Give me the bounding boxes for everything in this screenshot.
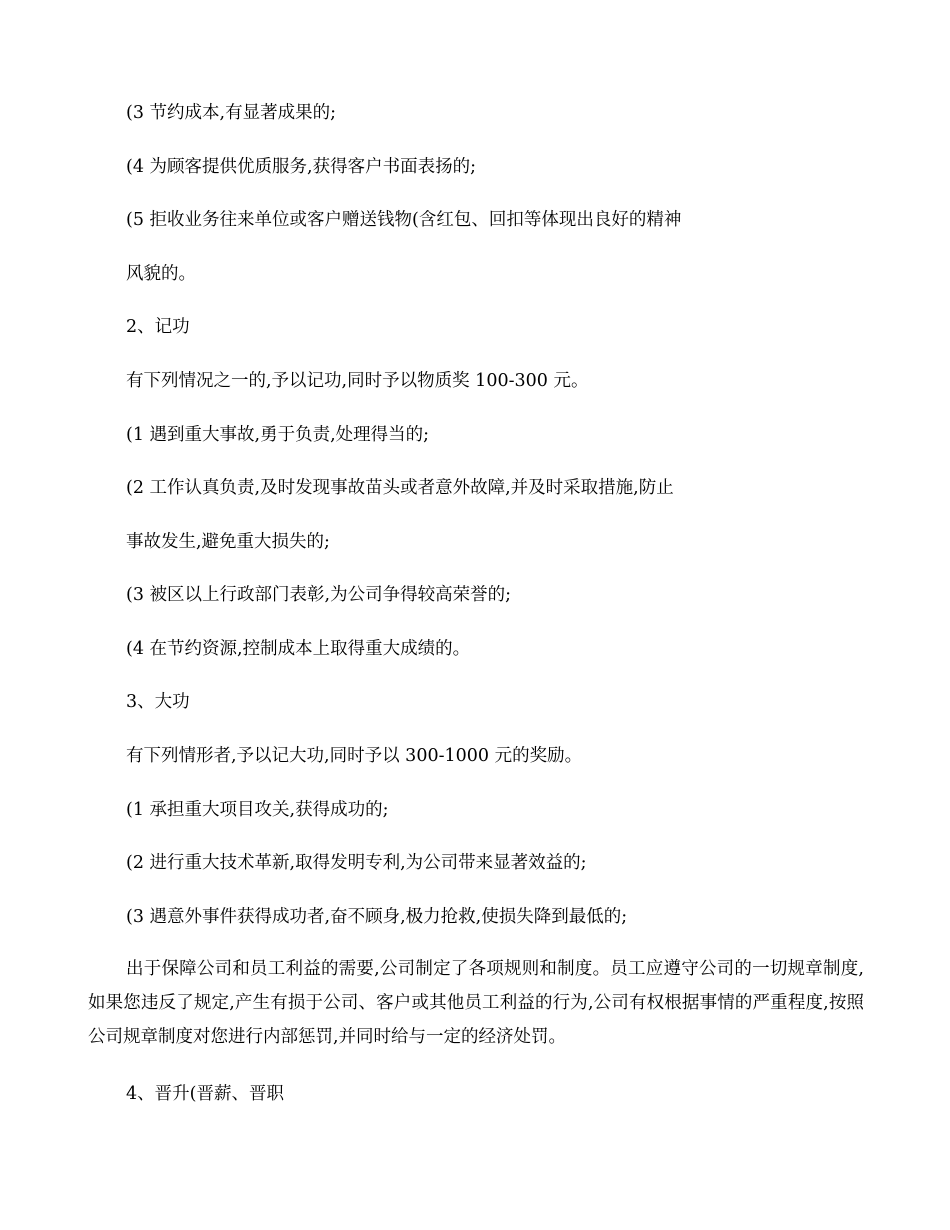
text-line: (1 承担重大项目攻关,获得成功的; [126,800,389,820]
text-line: (3 遇意外事件获得成功者,奋不顾身,极力抢救,使损失降到最低的; [126,907,628,927]
text-line: 有下列情况之一的,予以记功,同时予以物质奖 100-300 元。 [126,371,589,391]
text-line: (4 为顾客提供优质服务,获得客户书面表扬的; [126,157,476,177]
text-line: (2 进行重大技术革新,取得发明专利,为公司带来显著效益的; [126,853,587,873]
text-line: 风貌的。 [126,264,196,284]
section-heading: 2、记功 [126,317,190,337]
text-line: (3 节约成本,有显著成果的; [126,103,336,123]
text-line: (2 工作认真负责,及时发现事故苗头或者意外故障,并及时采取措施,防止 [126,478,674,498]
text-line: (1 遇到重大事故,勇于负责,处理得当的; [126,425,430,445]
text-line: (5 拒收业务往来单位或客户赠送钱物(含红包、回扣等体现出良好的精神 [126,210,682,230]
text-line: 有下列情形者,予以记大功,同时予以 300-1000 元的奖励。 [126,746,583,766]
text-line: (3 被区以上行政部门表彰,为公司争得较高荣誉的; [126,585,511,605]
section-heading: 3、大功 [126,692,190,712]
text-line: 事故发生,避免重大损失的; [126,532,330,552]
section-heading: 4、晋升(晋薪、晋职 [126,1084,284,1104]
body-paragraph: 出于保障公司和员工利益的需要,公司制定了各项规则和制度。员工应遵守公司的一切规章制度,如果您违反了规定,产生有损于公司、客户或其他员工利益的行为,公司有权根据事情的严重程度,按照公司规章制度对您进行内部惩罚,并同时给与一定的经济处罚。 [88,959,864,1047]
text-line: (4 在节约资源,控制成本上取得重大成绩的。 [126,639,471,659]
